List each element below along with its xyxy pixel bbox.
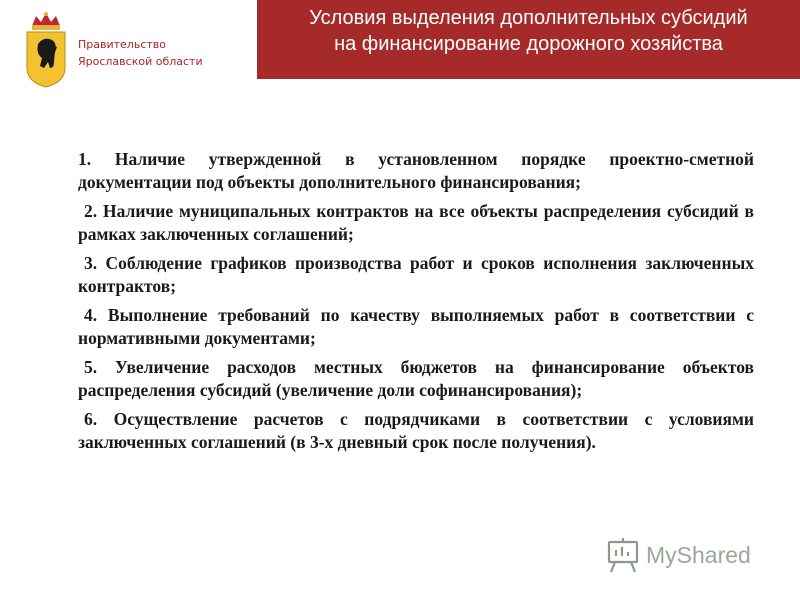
title-line-1: Условия выделения дополнительных субсидий: [309, 7, 748, 29]
list-item: 4. Выполнение требований по качеству выполняемых работ в соответствии с нормативными документами;: [78, 305, 754, 348]
presentation-board-icon: [609, 538, 637, 572]
list-item: 5. Увеличение расходов местных бюджетов на финансирование объектов распределения субсидий (увеличение доли софинансирования);: [78, 357, 754, 400]
list-item: 2. Наличие муниципальных контрактов на все объекты распределения субсидий в рамках заключенных соглашений;: [78, 201, 754, 244]
list-item: 6. Осуществление расчетов с подрядчиками в соответствии с условиями заключенных соглашений (в 3-х дневный срок после получения).: [78, 409, 754, 452]
title-line-2: на финансирование дорожного хозяйства: [334, 33, 723, 55]
org-line-2: Ярославской области: [78, 55, 203, 68]
list-item: 1. Наличие утвержденной в установленном порядке проектно-сметной документации под объекты дополнительного финансирования;: [78, 149, 754, 192]
coat-of-arms-icon: [24, 10, 68, 88]
watermark-text: MyShared: [646, 542, 751, 568]
myshared-watermark: [606, 536, 766, 576]
list-item: 3. Соблюдение графиков производства работ и сроков исполнения заключенных контрактов;: [78, 253, 754, 296]
organization-name: [78, 36, 203, 70]
title-banner: [257, 0, 800, 79]
conditions-list: [78, 148, 754, 460]
org-line-1: Правительство: [78, 38, 166, 51]
